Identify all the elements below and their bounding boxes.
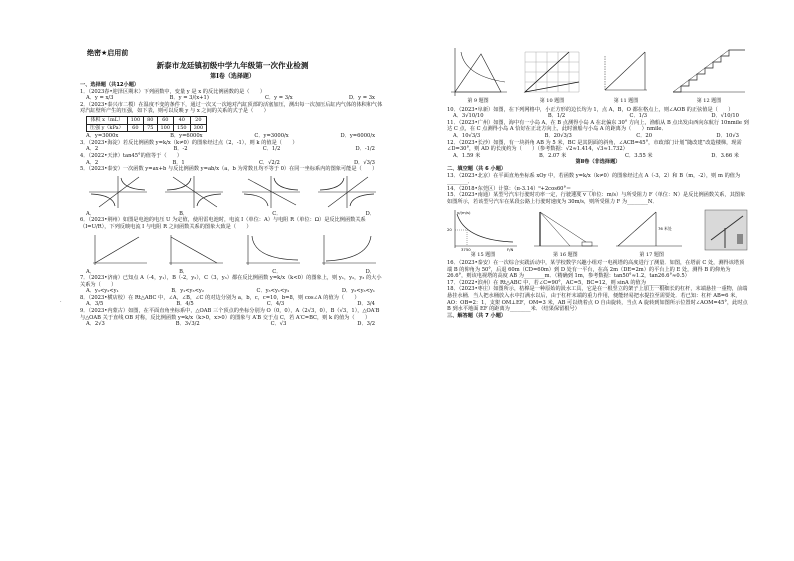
q3-text: 3．（2023•海淀）若反比例函数 y=k/x（k≠0）的图象经过点（2，-1），则 k 的值是（ ） [80,139,298,146]
q9-options [80,321,385,328]
table-cell: 80 [144,116,157,124]
figure-18 [703,208,749,259]
section1-heading: 一、选择题（共12小题） [80,82,140,88]
q11-options [447,133,749,140]
right-column [447,44,749,319]
q3-option-c: C．1/2 [262,146,281,153]
q5-text: 5．（2023•泰安）一次函数 y=ax+b 与反比例函数 y=ab/x（a，b 为常数且均不等于 0）在同一坐标系内的图象可能是（ ） [80,166,378,173]
q10-option-d: D．√10/10 [711,113,739,120]
fig15-x-tick: 3750 [461,246,471,252]
section3-heading: 三、解答题（共 7 小题） [447,312,507,319]
fig15-y-tick: 20 [447,226,452,232]
q4-option-b: B．1 [172,159,185,166]
q6-option-a: A． [86,268,95,275]
q10-option-b: B．1/2 [547,113,566,120]
section2-heading: 二、填空题（共 6 小题） [447,165,507,172]
q10-text: 10．（2023•阜新）如图，在下列网格中，小正方形的边长均为 1，点 A，B，O 都在格点上，则∠AOB 的正弦值是（ ） [447,106,734,113]
q5-option-a: A． [86,210,95,217]
q3-option-d: D．-1/2 [355,146,375,153]
q6-option-b: B． [179,268,189,275]
q6-graph-a [87,233,149,267]
figure-15 [447,208,519,259]
q18-text: 18．（2023•枣庄）如图所示，桔槔是一种原始的汲水工具，它是在一根竖立的架子上加上一根细长的杠杆，末端悬挂一重物，前端悬挂水桶．当人把水桶放入水中打满水以后，由于杠杆末端的重力作用，便能轻易把水提拉至需要处．若已知：杠杆 AB=6 米，AO：OB=2：1，支架 OM⊥EF，OM=3 米，AB 可以绕着点 O 自由旋转，当点 A 旋转到如图所示位置时∠AOM=45°，此时点 B 到水平地面 EF 的距离为________米．（结果保留根号） [447,286,748,313]
q6-text: 6．（2023•荆州）如图是电池的电压 U 为定值，使用雷电池时，电流 I（单位：A）与电阻 R（单位：Ω）是反比例函数关系（I=U/R），下列反映电流 I 与电阻 R 之间函数关系的图象大致是（ ） [80,217,366,230]
part2-heading: 第Ⅱ卷（非选择题） [575,159,621,166]
figure-12 [669,46,749,105]
q5-option-b: B． [179,210,189,217]
q13-text: 13．（2023•北京）在平面直角坐标系 xOy 中，若函数 y=k/x（k≠0）的图象经过点 A（-3，2）和 B（m，-2），则 m 的值为________． [447,172,741,186]
q8-option-a: A．3/5 [86,301,104,308]
q9-option-b: B．3√3/2 [175,321,200,328]
q12-option-b: B．2.07 米 [538,152,567,159]
figure-17 [612,208,692,259]
q11-option-b: B．20√3/3 [544,132,572,139]
q2-options [80,133,385,140]
q6-graph-c [240,233,302,267]
q4-text: 4．（2022•天津）tan45°的值等于（ ） [80,152,183,159]
q6-option-c: C． [272,268,282,275]
top-figures [447,46,749,105]
q17-text: 17．（2022•滨州）在 Rt△ABC 中，若∠C=90°，AC=5，BC=12，则 sinA 的值为________． [447,279,672,286]
fig17-label: 76 米处 [657,225,672,231]
q9-option-a: A．2√3 [86,321,105,328]
q12-option-a: A．1.59 米 [453,152,481,159]
table-cell: 20 [190,116,207,124]
q4-option-c: C．√2/2 [258,159,280,166]
q11-option-c: C．20 [636,132,653,139]
q16-text: 16．（2023•泰安）在一次综合实践活动中，某学校数学兴趣小组对一电视塔的高度进行了测量．如图，在塔前 C 处，测得该塔顶端 B 的仰角为 50°，后退 60m（CD=60m）到 D 处有一平台，在高 2m（DE=2m）的平台上的 E 处，测得 B 的仰角为 26.6°，则该电视塔的高度 AB 为________m．（精确到 1m，参考数据：tan50°≈1.2，tan26.6°≈0.5） [447,260,745,280]
q11-option-d: D．10√3 [716,132,739,139]
q1-option-a: A．y = x/3 [86,95,114,102]
q6-graph-d [316,233,378,267]
table-row [87,124,207,132]
q5-graph-c [240,175,302,209]
pressure-table [86,116,207,132]
q8-option-b: B．4/5 [176,301,194,308]
q8-option-c: C．4/3 [266,301,285,308]
q14-text: 14．（2018•东莞区）计算：（π-3.14）⁰+2cos60°＝________． [447,185,598,192]
q5-graphs [80,175,385,209]
table-row [87,116,207,124]
fig15-xlabel: F/N [507,246,514,252]
figure-11-caption: 第 11 题图 [613,98,639,104]
table-cell: 60 [157,116,174,124]
figure-16-caption: 第 16 题图 [553,251,578,258]
mid-figures [447,208,749,259]
q3-option-a: A．2 [86,146,99,153]
q2-text: 2．（2023•泰兴市二模）在温度不变的条件下，通过一次又一次地对汽缸顶部的活塞加压，测出每一次加压后缸内气体的体积和气体对汽缸壁所产生的压强，如下表，则可以反映 y 与 x 之间的关系的式子是（ ） [80,101,383,115]
q1-text: 1．（2023春•迎泽区期末）下列函数中，变量 y 是 x 的反比例函数的是（ ） [80,88,266,95]
table-cell: 300 [190,124,207,132]
part1-heading: 第Ⅰ卷（选择题） [210,73,255,80]
q10-options [447,113,749,120]
table-cell: 压强 y（kPa） [87,124,128,132]
table-cell: 60 [127,124,144,132]
q8-option-d: D．3/4 [357,301,375,308]
left-column [80,82,385,328]
q4-option-a: A．2 [86,159,99,166]
figure-16 [530,208,600,259]
q9-option-d: D．3/2 [357,321,375,328]
table-cell: 150 [174,124,191,132]
q1-options [80,95,385,102]
table-cell: 100 [157,124,174,132]
q7-option-c: C．y₃<y₁<y₂ [256,288,290,295]
q8-text: 8．（2023•横店校）在 Rt△ABC 中，∠A，∠B，∠C 的对边分别为 a，b，c，c=10，b=8，则 cos∠A 的值为（ ） [80,294,360,301]
q12-option-c: C．3.55 米 [625,152,653,159]
q4-option-d: D．√3/3 [353,159,375,166]
q3-options [80,146,385,153]
q6-graph-b [163,233,225,267]
figure-17-caption: 第 17 题图 [639,251,664,258]
q7-option-d: D．y₂<y₃<y₁ [341,288,375,295]
fig15-ylabel: v/(m/s) [457,209,471,215]
q2-option-d: D．y=6000/x [340,133,375,140]
q3-option-b: B．-2 [173,146,188,153]
q5-graph-a [87,175,149,209]
figure-11 [595,46,657,105]
figure-9 [447,46,509,105]
q7-text: 7．（2023•济南）已知点 A（-4，y₁），B（-2，y₂），C（3，y₃）都在反比例函数 y=k/x（k<0）的图象上，则 y₁，y₂，y₃ 的大小关系为（ ） [80,275,382,288]
q10-option-c: C．1/3 [629,113,648,120]
q6-graphs [80,233,385,267]
table-cell: 40 [174,116,191,124]
confidential-tag: 绝密★启用前 [87,49,129,57]
exam-title: 新泰市龙廷镇初级中学九年级第一次作业检测 [156,61,309,70]
q9-text: 9．（2023•内蒙古）如图，在平面直角坐标系中，△OAB 三个顶点的坐标分别为 O（0，0），A（2√3，0），B（√3，1），△OA′B 与△OAB 关于直线 OB 对称，反比例函数 y=k/x（k>0，x>0）的图象与 A′B 交于点 C，若 A′C=BC，则 k 的值为（ ） [80,308,380,321]
q1-option-b: B．y = 3/(x+1) [169,95,209,102]
q7-option-a: A．y₃<y₂<y₁ [86,288,119,295]
q7-options [80,288,385,295]
q5-option-c: C． [272,210,282,217]
q1-option-d: D．y = 3x [348,95,375,102]
table-cell: 75 [144,124,157,132]
q15-text: 15．（2023•南通）某型号汽车行驶时功率一定，行驶速度 v（单位：m/s）与所受阻力 F（单位：N）是反比例函数关系，其图象如图所示，若该型号汽车在某段公路上行驶时速度为 30m/s，则所受阻力 F 为________N． [447,192,746,205]
q12-option-d: D．3.66 米 [711,152,739,159]
figure-10-caption: 第 10 题图 [539,98,565,104]
q6-option-d: D． [365,268,375,275]
figure-15-caption: 第 15 题图 [470,251,496,258]
q7-option-b: B．y₁<y₃<y₂ [171,288,204,295]
q9-option-c: C．√3 [270,321,287,328]
q11-text: 11．（2023•广州）如图，海中有一小岛 A，在 B 点测得小岛 A 在北偏东 30° 方向上，渔船从 B 点出发由西向东航行 10nmile 到达 C 点，在 C 点测得小岛 A 恰好在正北方向上，此时渔船与小岛 A 的距离为（ ）nmile． [447,119,749,133]
q2-option-c: C．y=3000/x [254,133,289,140]
q11-option-a: A．10√3/3 [453,132,481,139]
q2-option-b: B．y=6000x [170,133,203,140]
figure-10 [521,46,583,105]
figure-9-caption: 第 9 题图 [467,98,489,104]
q10-option-a: A．3√10/10 [453,113,484,120]
q5-option-d: D． [365,210,375,217]
q5-graph-d [316,175,378,209]
margin-mark: · [60,299,62,305]
figure-12-caption: 第 12 题图 [696,98,722,104]
table-cell: 100 [127,116,144,124]
table-cell: 体积 x（mL） [87,116,128,124]
q1-option-c: C．y = 3/x [264,95,293,102]
q12-text: 12．（2023•长沙）如图，有一块斜角 AB 为 5 米，BC 是其阴面的斜角，∠ACB=45°，市政部门计划“随改建”改造楼梯，现需 ∠D=30°，则 AD 的长度约为（ ）（参考数据：√2≈1.414，√3≈1.732） [447,139,742,153]
q2-option-a: A．y=3000x [86,133,119,140]
q5-graph-b [163,175,225,209]
